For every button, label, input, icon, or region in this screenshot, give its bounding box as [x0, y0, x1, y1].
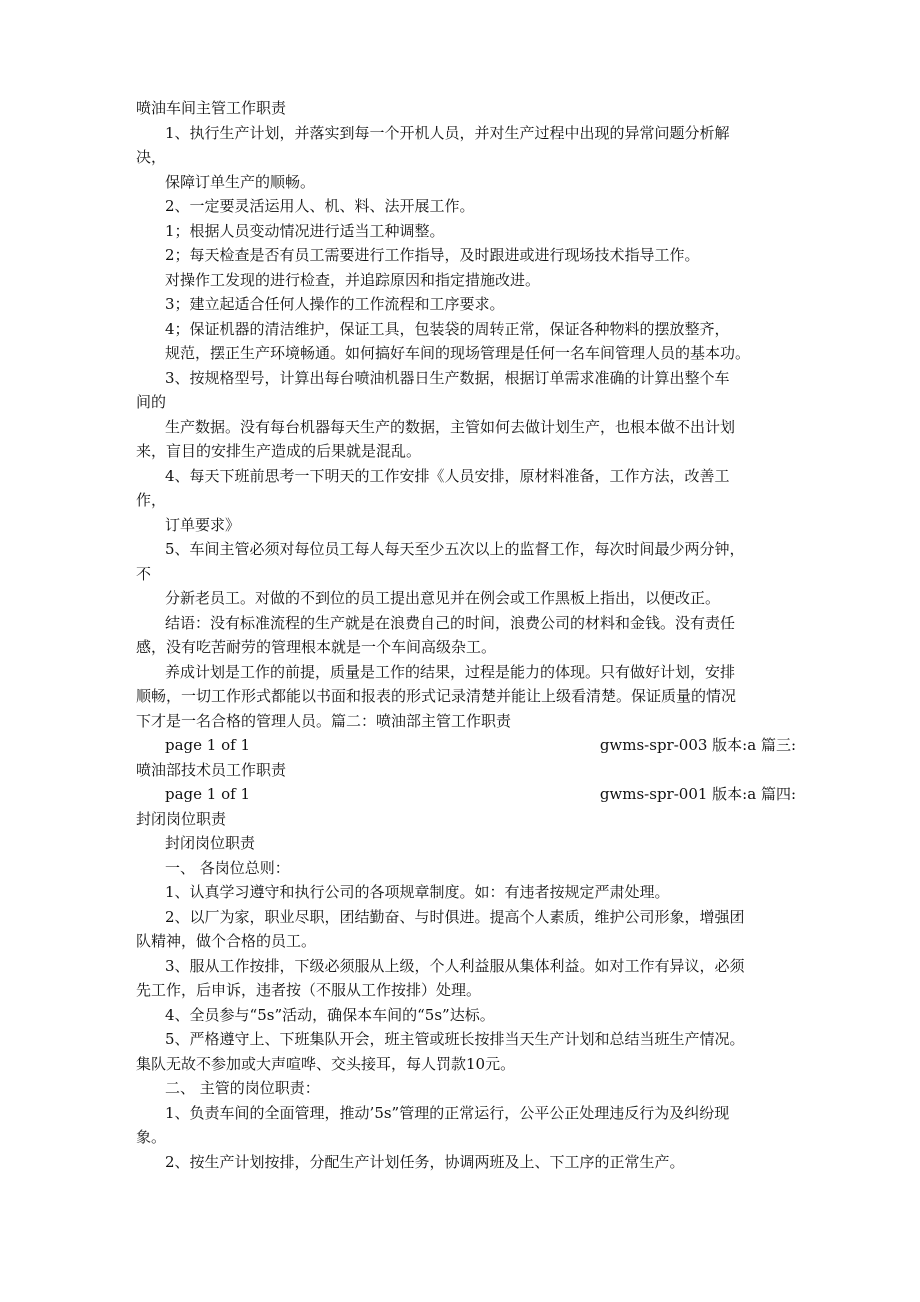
- paragraph-line: 2、以厂为家，职业尽职，团结勤奋、与时俱进。提高个人素质，维护公司形象，增强团: [165, 907, 745, 926]
- paragraph-line: 二、 主管的岗位职责：: [165, 1079, 320, 1097]
- paragraph-line: 1、执行生产计划，并落实到每一个开机人员，并对生产过程中出现的异常问题分析解: [165, 123, 730, 142]
- paragraph-line: 5、车间主管必须对每位员工每人每天至少五次以上的监督工作，每次时间最少两分钟，: [165, 540, 745, 558]
- document-page: [136, 96, 796, 1174]
- paragraph-line: 封闭岗位职责: [165, 834, 256, 852]
- paragraph-line: 2、一定要灵活运用人、机、料、法开展工作。: [165, 197, 475, 215]
- paragraph-line: 订单要求》: [165, 515, 241, 534]
- paragraph-line: 4；保证机器的清洁维护，保证工具，包装袋的周转正常，保证各种物料的摆放整齐，: [165, 319, 730, 338]
- paragraph-line: 1；根据人员变动情况进行适当工种调整。: [165, 221, 445, 240]
- paragraph-line: 感，没有吃苦耐劳的管理根本就是一个车间高级杂工。: [136, 638, 497, 656]
- paragraph-line: 分新老员工。对做的不到位的员工提出意见并在例会或工作黑板上指出，以便改正。: [165, 589, 721, 607]
- paragraph-line: 3、按规格型号，计算出每台喷油机器日生产数据，根据订单需求准确的计算出整个车: [165, 368, 730, 387]
- page-footer-line: [136, 782, 796, 807]
- document-code: gwms-spr-001 版本:a 篇四:: [599, 785, 796, 803]
- paragraph-line: 4、全员参与“5s”活动，确保本车间的“5s”达标。: [165, 1005, 495, 1024]
- paragraph-line: 规范，摆正生产环境畅通。如何搞好车间的现场管理是任何一名车间管理人员的基本功。: [165, 344, 751, 362]
- document-code: gwms-spr-003 版本:a 篇三:: [599, 736, 796, 754]
- paragraph-line: 保障订单生产的顺畅。: [165, 172, 316, 191]
- paragraph-line: 生产数据。没有每台机器每天生产的数据，主管如何去做计划生产，也根本做不出计划: [165, 417, 736, 436]
- paragraph-line: 1、负责车间的全面管理，推动’5s”管理的正常运行，公平公正处理违反行为及纠纷现: [165, 1103, 730, 1122]
- paragraph-line: 3、服从工作按排，下级必须服从上级，个人利益服从集体利益。如对工作有异议，必须: [165, 956, 745, 975]
- paragraph-line: 2、按生产计划按排，分配生产计划任务，协调两班及上、下工序的正常生产。: [165, 1152, 685, 1171]
- section-title: 喷油部技术员工作职责: [136, 760, 287, 779]
- paragraph-line: 来，盲目的安排生产造成的后果就是混乱。: [136, 442, 422, 460]
- paragraph-line: 2；每天检查是否有员工需要进行工作指导，及时跟进或进行现场技术指导工作。: [165, 246, 700, 264]
- document-title: 喷油车间主管工作职责: [136, 99, 287, 117]
- paragraph-line: 5、严格遵守上、下班集队开会，班主管或班长按排当天生产计划和总结当班生产情况。: [165, 1030, 745, 1048]
- paragraph-line: 结语：没有标准流程的生产就是在浪费自己的时间，浪费公司的材料和金钱。没有责任: [165, 613, 736, 632]
- paragraph-line: 下才是一名合格的管理人员。篇二：喷油部主管工作职责: [136, 711, 512, 730]
- paragraph-line: 先工作，后申诉，违者按（不服从工作按排）处理。: [136, 981, 482, 999]
- paragraph-line: 队精神，做个合格的员工。: [136, 932, 317, 950]
- paragraph-line: 1、认真学习遵守和执行公司的各项规章制度。如：有违者按规定严肃处理。: [165, 883, 670, 901]
- paragraph-line: 对操作工发现的进行检查，并追踪原因和指定措施改进。: [165, 270, 541, 289]
- paragraph-line: 一、 各岗位总则：: [165, 858, 290, 877]
- paragraph-line: 象。: [136, 1128, 167, 1146]
- paragraph-line: 集队无故不参加或大声喧哗、交头接耳，每人罚款10元。: [136, 1054, 516, 1073]
- paragraph-line: 4、每天下班前思考一下明天的工作安排《人员安排，原材料准备，工作方法，改善工: [165, 466, 730, 485]
- paragraph-line: 3；建立起适合任何人操作的工作流程和工序要求。: [165, 295, 505, 313]
- paragraph-line: 间的: [136, 393, 167, 411]
- page-number: page 1 of 1: [165, 785, 250, 803]
- page-footer-line: [136, 733, 796, 758]
- paragraph-line: 养成计划是工作的前提，质量是工作的结果，过程是能力的体现。只有做好计划，安排: [165, 662, 736, 681]
- paragraph-line: 顺畅，一切工作形式都能以书面和报表的形式记录清楚并能让上级看清楚。保证质量的情况: [136, 687, 737, 705]
- paragraph-line: 作，: [136, 491, 167, 509]
- section-title: 封闭岗位职责: [136, 809, 227, 828]
- paragraph-line: 决，: [136, 148, 167, 166]
- paragraph-line: 不: [136, 564, 152, 583]
- page-number: page 1 of 1: [165, 736, 250, 754]
